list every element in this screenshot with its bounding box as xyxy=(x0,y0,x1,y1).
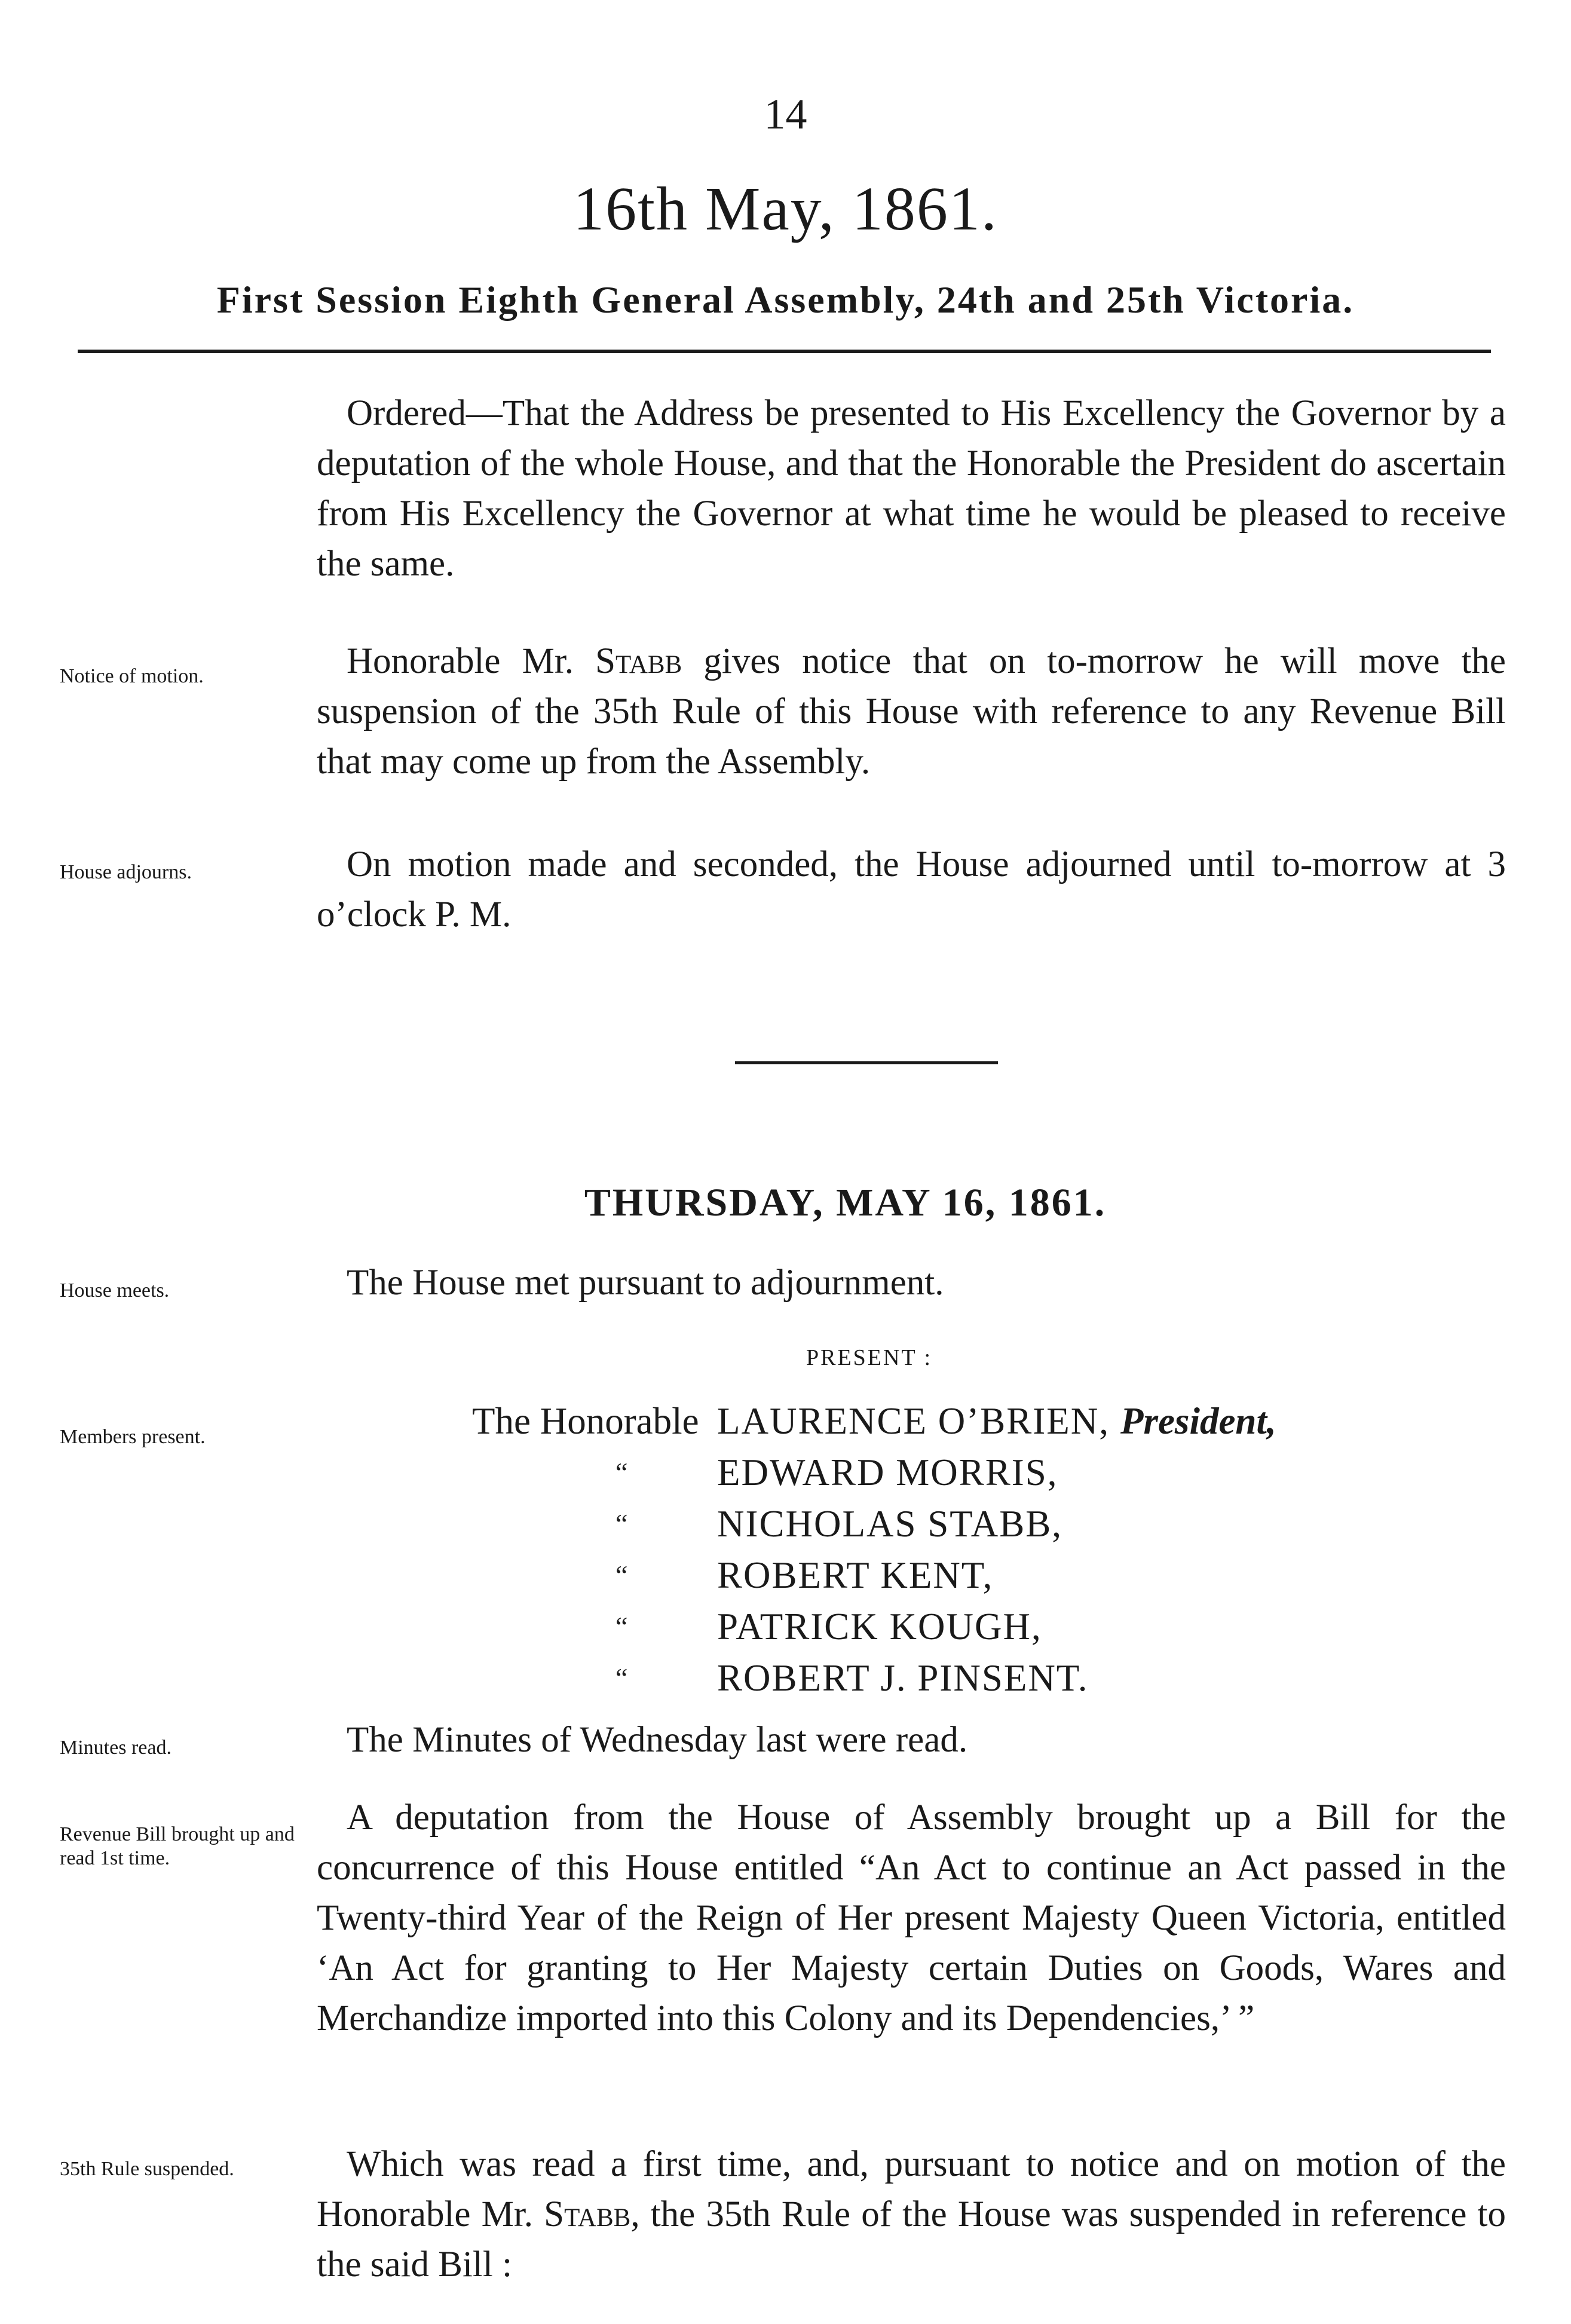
member-row xyxy=(472,1550,1548,1601)
minutes-paragraph xyxy=(317,1715,1506,1765)
member-name: ROBERT J. PINSENT. xyxy=(717,1657,1089,1699)
page-number: 14 xyxy=(764,90,807,138)
meets-paragraph xyxy=(317,1258,1506,1308)
ditto-mark: “ xyxy=(615,1560,628,1590)
ditto-mark: “ xyxy=(615,1457,628,1487)
ditto-mark: “ xyxy=(615,1508,628,1539)
rule-paragraph xyxy=(317,2139,1506,2290)
member-title: President, xyxy=(1120,1400,1276,1442)
ditto-mark: “ xyxy=(615,1611,628,1642)
ordered-text: Ordered—That the Address be presented to His Excellency the Governor by a deputation of the whole House, and that the Honorable the President do ascertain from His Excellency the Governor at what time he would be pleased to receive the same. xyxy=(317,393,1506,584)
margin-note-revenue-bill: Revenue Bill brought up and read 1st time. xyxy=(60,1823,295,1869)
meets-text: The House met pursuant to adjournment. xyxy=(347,1263,944,1303)
rule-member-name: Stabb xyxy=(544,2194,631,2234)
date-title: 16th May, 1861. xyxy=(573,174,998,243)
member-name: LAURENCE O’BRIEN, xyxy=(717,1400,1110,1442)
margin-note-meets: House meets. xyxy=(60,1279,170,1302)
notice-text-post: gives notice that on to-morrow he will move the suspension of the 35th Rule of this House with reference to any Revenue Bill that may come up from the Assembly. xyxy=(317,641,1506,782)
adjourns-text: On motion made and seconded, the House adjourned until to-morrow at 3 o’clock P. M. xyxy=(317,844,1506,935)
margin-note-members: Members present. xyxy=(60,1426,206,1448)
notice-member-name: Stabb xyxy=(595,641,682,681)
ditto-mark: “ xyxy=(615,1662,628,1693)
revenue-bill-text: A deputation from the House of Assembly brought up a Bill for the concurrence of this House entitled “An Act to continue an Act passed in the Twenty-third Year of the Reign of Her present Majesty Queen Victoria, entitled ‘An Act for granting to Her Majesty certain Duties on Goods, Wares and Merchandize imported into this Colony and its Dependencies,’ ” xyxy=(317,1798,1506,2038)
member-prefix: The Honorable xyxy=(472,1400,699,1442)
notice-text-pre: Honorable Mr. xyxy=(347,641,596,681)
minutes-text: The Minutes of Wednesday last were read. xyxy=(347,1720,968,1760)
section-divider xyxy=(735,1061,998,1064)
revenue-bill-paragraph xyxy=(317,1793,1506,2044)
members-list xyxy=(472,1395,1548,1704)
member-name: NICHOLAS STABB, xyxy=(717,1503,1063,1545)
margin-note-minutes: Minutes read. xyxy=(60,1737,172,1759)
day-heading: THURSDAY, MAY 16, 1861. xyxy=(584,1181,1107,1224)
member-name: ROBERT KENT, xyxy=(717,1554,994,1596)
ordered-paragraph xyxy=(317,388,1506,589)
member-row xyxy=(472,1447,1548,1498)
margin-note-rule: 35th Rule suspended. xyxy=(60,2158,234,2180)
member-row xyxy=(472,1601,1548,1652)
present-label: PRESENT : xyxy=(806,1345,933,1370)
notice-paragraph xyxy=(317,636,1506,787)
margin-note-notice: Notice of motion. xyxy=(60,665,204,687)
session-heading: First Session Eighth General Assembly, 24th and 25th Victoria. xyxy=(216,278,1355,321)
margin-note-adjourns: House adjourns. xyxy=(60,861,192,883)
adjourns-paragraph xyxy=(317,840,1506,940)
member-row xyxy=(472,1395,1548,1447)
member-name: EDWARD MORRIS, xyxy=(717,1452,1058,1493)
member-row xyxy=(472,1652,1548,1704)
member-row xyxy=(472,1498,1548,1550)
member-name: PATRICK KOUGH, xyxy=(717,1606,1042,1648)
rule-text-post: , the 35th Rule of the House was suspended in reference to the said Bill : xyxy=(317,2194,1506,2285)
header-rule xyxy=(78,350,1491,353)
rule-text-pre: Which was read a first time, and, pursuant to notice and on motion of the Honorable Mr. xyxy=(317,2144,1506,2234)
